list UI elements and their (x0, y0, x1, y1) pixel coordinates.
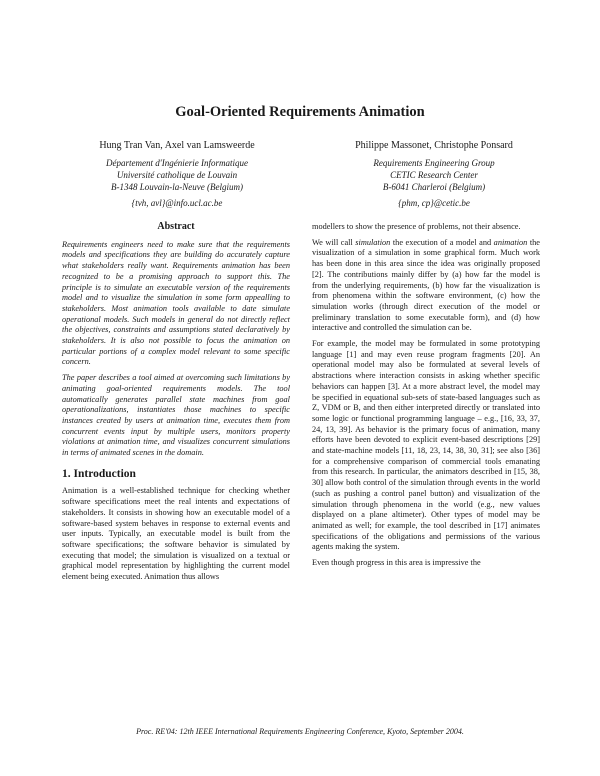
author-names: Hung Tran Van, Axel van Lamsweerde (99, 140, 255, 151)
author-email: {phm, cp}@cetic.be (398, 198, 470, 208)
section-heading-introduction: 1. Introduction (62, 467, 136, 480)
body-paragraph: Animation is a well-established technique for checking whether software specifications meet the real intents and expectations of stakeholders. It consists in showing how an executable model of a software-based system behaves in response to external events and user inputs. Typically, an executable model is built from the software specifications; the software behavior is simulated by executing that model; the simulation is visualized on a textual or graphical model representation by highlighting the current model element being executed. Animation thus allows (62, 486, 290, 582)
right-column (312, 222, 540, 574)
text-run: the visualization of a simulation in some graphical form. Much work has been done in this area since the idea was originally proposed [2]. The contributions mainly differ by (a) how far the model is from the underlying requirements, (b) how far the visualization is from phenomena within the software environment, (c) how the simulation works (through direct execution of the model or preliminary translation to some executable form), and (d) how interactive and controlled the simulation can be. (312, 237, 540, 333)
author-names: Philippe Massonet, Christophe Ponsard (355, 140, 513, 151)
affiliation-center: CETIC Research Center (390, 170, 478, 180)
affiliation-univ: Université catholique de Louvain (116, 170, 238, 180)
body-paragraph: Even though progress in this area is impressive the (312, 558, 481, 568)
affiliation-dept: Département d'Ingénierie Informatique (106, 158, 248, 168)
affiliation-city: B-6041 Charleroi (Belgium) (382, 182, 486, 192)
left-column (62, 222, 290, 588)
author-block-right (318, 140, 550, 209)
author-block-left (62, 140, 292, 209)
paper-title: Goal-Oriented Requirements Animation (175, 104, 425, 120)
body-paragraph (312, 238, 540, 334)
author-email: {tvh, avl}@info.ucl.ac.be (131, 198, 223, 208)
body-paragraph: For example, the model may be formulated in some prototyping language [1] and may even reuse program fragments [20]. An operational model may also be formulated at several levels of abstractions where interaction consists in asking whether specific behaviors can happen [3]. At a more abstract level, the model may be specified in equational sub-sets of state-based languages such as Z, VDM or B, and then either interpreted directly or translated into some logic or functional programming language – e.g., [16, 33, 37, 24, 13, 39]. As behavior is the primary focus of animation, many efforts have been devoted to explicit event-based descriptions [29] and state-machine models [11, 18, 23, 14, 38, 30, 31]; see also [36] for a comprehensive comparison of commercial tools emanating from this research. In particular, the animators described in [15, 38, 30] allow both control of the simulation through events in the world (such as pushing a control panel button) and visualization of the simulation through phenomena in the world (e.g., new values displayed on a plane altimeter). Other types of model may be animated as well; for example, the tool described in [17] animates specifications of the obligations and permissions of the various agents making the system. (312, 339, 540, 552)
abstract-heading: Abstract (157, 221, 195, 232)
affiliation-city: B-1348 Louvain-la-Neuve (Belgium) (111, 182, 243, 192)
body-paragraph: modellers to show the presence of problems, not their absence. (312, 222, 521, 231)
abstract-paragraph: Requirements engineers need to make sure that the requirements models and specifications they are building do accurately capture what stakeholders really want. Requirements animation has been recognized to be a promising approach to support this. The principle is to simulate an executable version of the requirements model and to visualize the simulation in some form appealling to stakeholders. Most animation tools available to date simulate operational models. Such models in general do not directly reflect the objectives, constraints and assumptions stated declaratively by stakeholders. It is also not possible to focus the animation on particular portions of a complex model relevant to some specific concern. (62, 239, 290, 367)
abstract-paragraph: The paper describes a tool aimed at overcoming such limitations by animating goal-oriented requirements models. The tool automatically generates parallel state machines from goal operationalizations, instantiates those machines to specific instances created by users at animation time, executes them from concurrent events input by multiple users, monitors property violations at animation time, and visualizes concurrent simulations in terms of animated scenes in the domain. (62, 373, 290, 458)
page-footer: Proc. RE'04: 12th IEEE International Requirements Engineering Conference, Kyoto, September 2004. (136, 727, 464, 736)
term-animation: animation (493, 237, 528, 247)
abstract-section (62, 222, 290, 459)
affiliation-group: Requirements Engineering Group (373, 158, 495, 168)
text-run: We will call (312, 237, 356, 247)
text-run: the execution of a model and (390, 237, 494, 247)
term-simulation: simulation (355, 237, 391, 247)
